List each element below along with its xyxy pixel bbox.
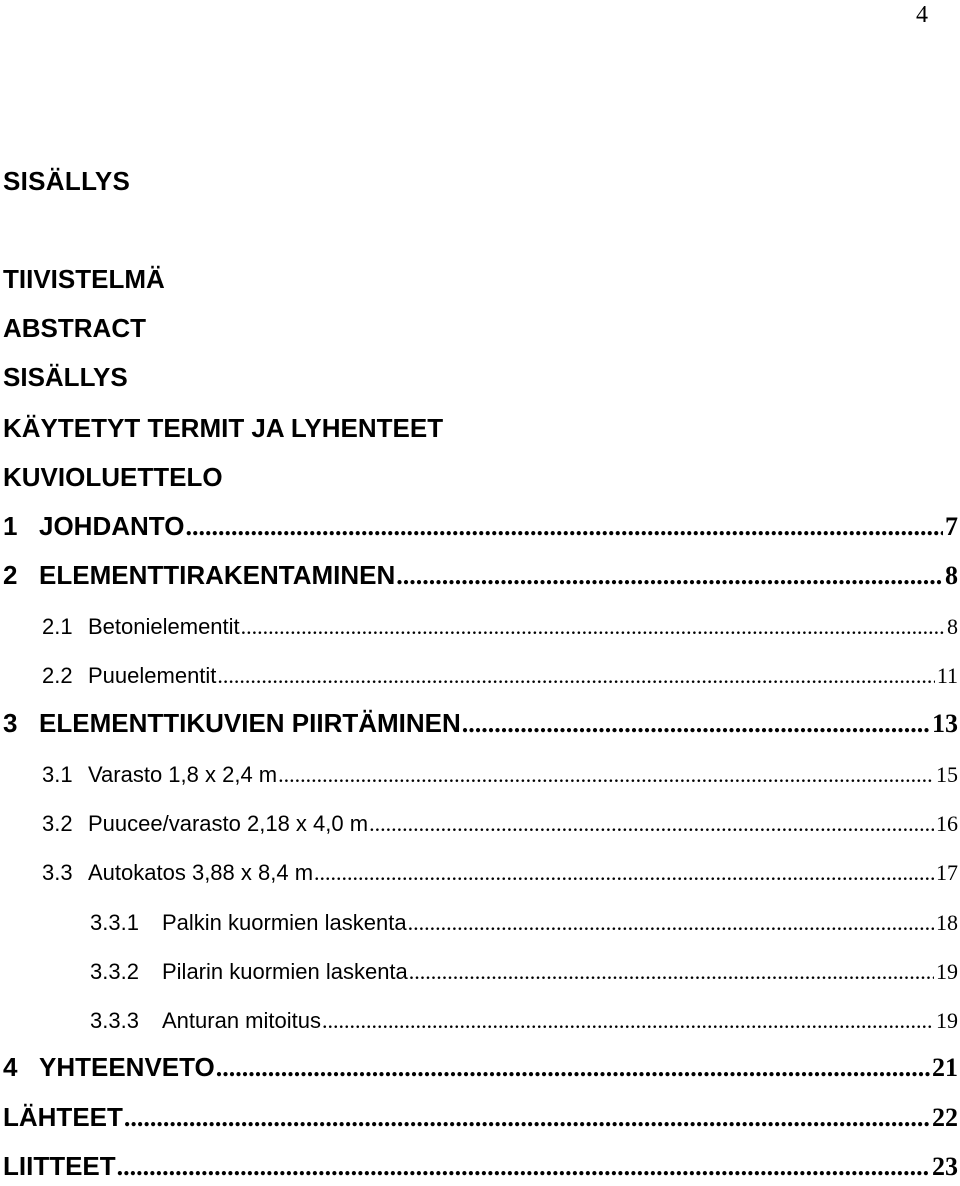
toc-entry-abstract[interactable] bbox=[3, 313, 958, 344]
toc-entry-3-3-1[interactable] bbox=[90, 910, 958, 936]
dot-leader bbox=[241, 614, 945, 640]
toc-entry-title: Puuelementit bbox=[88, 663, 217, 689]
dot-leader bbox=[217, 663, 934, 689]
dot-leader bbox=[117, 1152, 930, 1182]
toc-entry-kuvioluettelo[interactable] bbox=[3, 462, 958, 493]
toc-entry-1[interactable] bbox=[3, 511, 958, 542]
toc-entry-title: Pilarin kuormien laskenta bbox=[162, 958, 408, 984]
toc-entry-title: JOHDANTO bbox=[39, 511, 185, 542]
toc-entry-page: 16 bbox=[936, 811, 958, 837]
dot-leader bbox=[314, 860, 934, 886]
toc-entry-page: 19 bbox=[936, 958, 958, 984]
dot-leader bbox=[322, 1008, 934, 1034]
toc-entry-3-3-3[interactable] bbox=[90, 1008, 958, 1034]
toc-entry-page: 8 bbox=[947, 614, 958, 640]
toc-entry-2-1[interactable] bbox=[42, 614, 958, 640]
dot-leader bbox=[396, 561, 943, 591]
toc-entry-page: 13 bbox=[932, 708, 958, 738]
toc-entry-page: 23 bbox=[932, 1152, 958, 1181]
toc-entry-title: ABSTRACT bbox=[3, 313, 146, 344]
toc-entry-number: 2.1 bbox=[42, 614, 73, 640]
toc-entry-page: 19 bbox=[936, 1008, 958, 1034]
toc-entry-title: Puucee/varasto 2,18 x 4,0 m bbox=[88, 811, 369, 837]
dot-leader bbox=[462, 709, 930, 739]
page-number: 4 bbox=[916, 2, 928, 28]
dot-leader bbox=[369, 811, 934, 837]
toc-entry-number: 3.3.3 bbox=[90, 1008, 139, 1034]
toc-entry-number: 4 bbox=[3, 1051, 18, 1082]
toc-entry-title: Autokatos 3,88 x 8,4 m bbox=[88, 860, 314, 886]
toc-entry-number: 3.3.2 bbox=[90, 958, 139, 984]
toc-entry-number: 3.3 bbox=[42, 860, 73, 886]
toc-entry-2-2[interactable] bbox=[42, 663, 958, 689]
toc-entry-lahteet[interactable] bbox=[3, 1102, 958, 1133]
toc-entry-termit[interactable] bbox=[3, 413, 958, 444]
toc-entry-3-1[interactable] bbox=[42, 762, 958, 788]
toc-entry-title: LÄHTEET bbox=[3, 1101, 123, 1132]
toc-entry-title: Palkin kuormien laskenta bbox=[162, 909, 407, 935]
toc-entry-sisallys[interactable] bbox=[3, 362, 958, 393]
toc-entry-tiivistelma[interactable] bbox=[3, 264, 958, 295]
dot-leader bbox=[185, 512, 943, 542]
toc-entry-page: 18 bbox=[936, 909, 958, 935]
toc-entry-title: SISÄLLYS bbox=[3, 362, 128, 393]
toc-entry-3-2[interactable] bbox=[42, 811, 958, 837]
toc-entry-3-3[interactable] bbox=[42, 860, 958, 886]
dot-leader bbox=[278, 762, 934, 788]
toc-entry-4[interactable] bbox=[3, 1052, 958, 1083]
toc-entry-number: 2 bbox=[3, 560, 18, 591]
toc-entry-number: 3.2 bbox=[42, 811, 73, 837]
toc-entry-title: Varasto 1,8 x 2,4 m bbox=[88, 761, 278, 787]
toc-entry-number: 3 bbox=[3, 707, 18, 738]
toc-entry-page: 15 bbox=[936, 761, 958, 787]
page-title: SISÄLLYS bbox=[3, 166, 131, 196]
toc-entry-page: 7 bbox=[945, 512, 958, 542]
dot-leader bbox=[124, 1103, 930, 1133]
toc-entry-title: YHTEENVETO bbox=[39, 1051, 215, 1082]
toc-entry-number: 3.3.1 bbox=[90, 909, 139, 935]
toc-entry-title: ELEMENTTIRAKENTAMINEN bbox=[39, 560, 396, 591]
toc-entry-title: Anturan mitoitus bbox=[162, 1008, 321, 1034]
toc-entry-title: KÄYTETYT TERMIT JA LYHENTEET bbox=[3, 412, 444, 443]
dot-leader bbox=[408, 910, 934, 936]
toc-entry-title: TIIVISTELMÄ bbox=[3, 264, 165, 294]
toc-entry-page: 8 bbox=[945, 561, 958, 591]
toc-entry-2[interactable] bbox=[3, 560, 958, 591]
toc-entry-title: KUVIOLUETTELO bbox=[3, 461, 223, 492]
dot-leader bbox=[409, 959, 934, 985]
toc-entry-liitteet[interactable] bbox=[3, 1151, 958, 1182]
dot-leader bbox=[216, 1053, 930, 1083]
toc-entry-3-3-2[interactable] bbox=[90, 959, 958, 985]
toc-entry-title: LIITTEET bbox=[3, 1151, 116, 1181]
toc-entry-page: 17 bbox=[936, 860, 958, 886]
toc-entry-number: 2.2 bbox=[42, 663, 73, 689]
toc-entry-3[interactable] bbox=[3, 708, 958, 739]
toc-entry-number: 3.1 bbox=[42, 761, 73, 787]
toc-entry-page: 21 bbox=[932, 1052, 958, 1082]
toc-entry-title: Betonielementit bbox=[88, 614, 240, 640]
toc-entry-number: 1 bbox=[3, 511, 18, 542]
toc-entry-page: 11 bbox=[936, 663, 958, 689]
toc-entry-title: ELEMENTTIKUVIEN PIIRTÄMINEN bbox=[39, 707, 461, 738]
toc-entry-page: 22 bbox=[932, 1102, 958, 1132]
